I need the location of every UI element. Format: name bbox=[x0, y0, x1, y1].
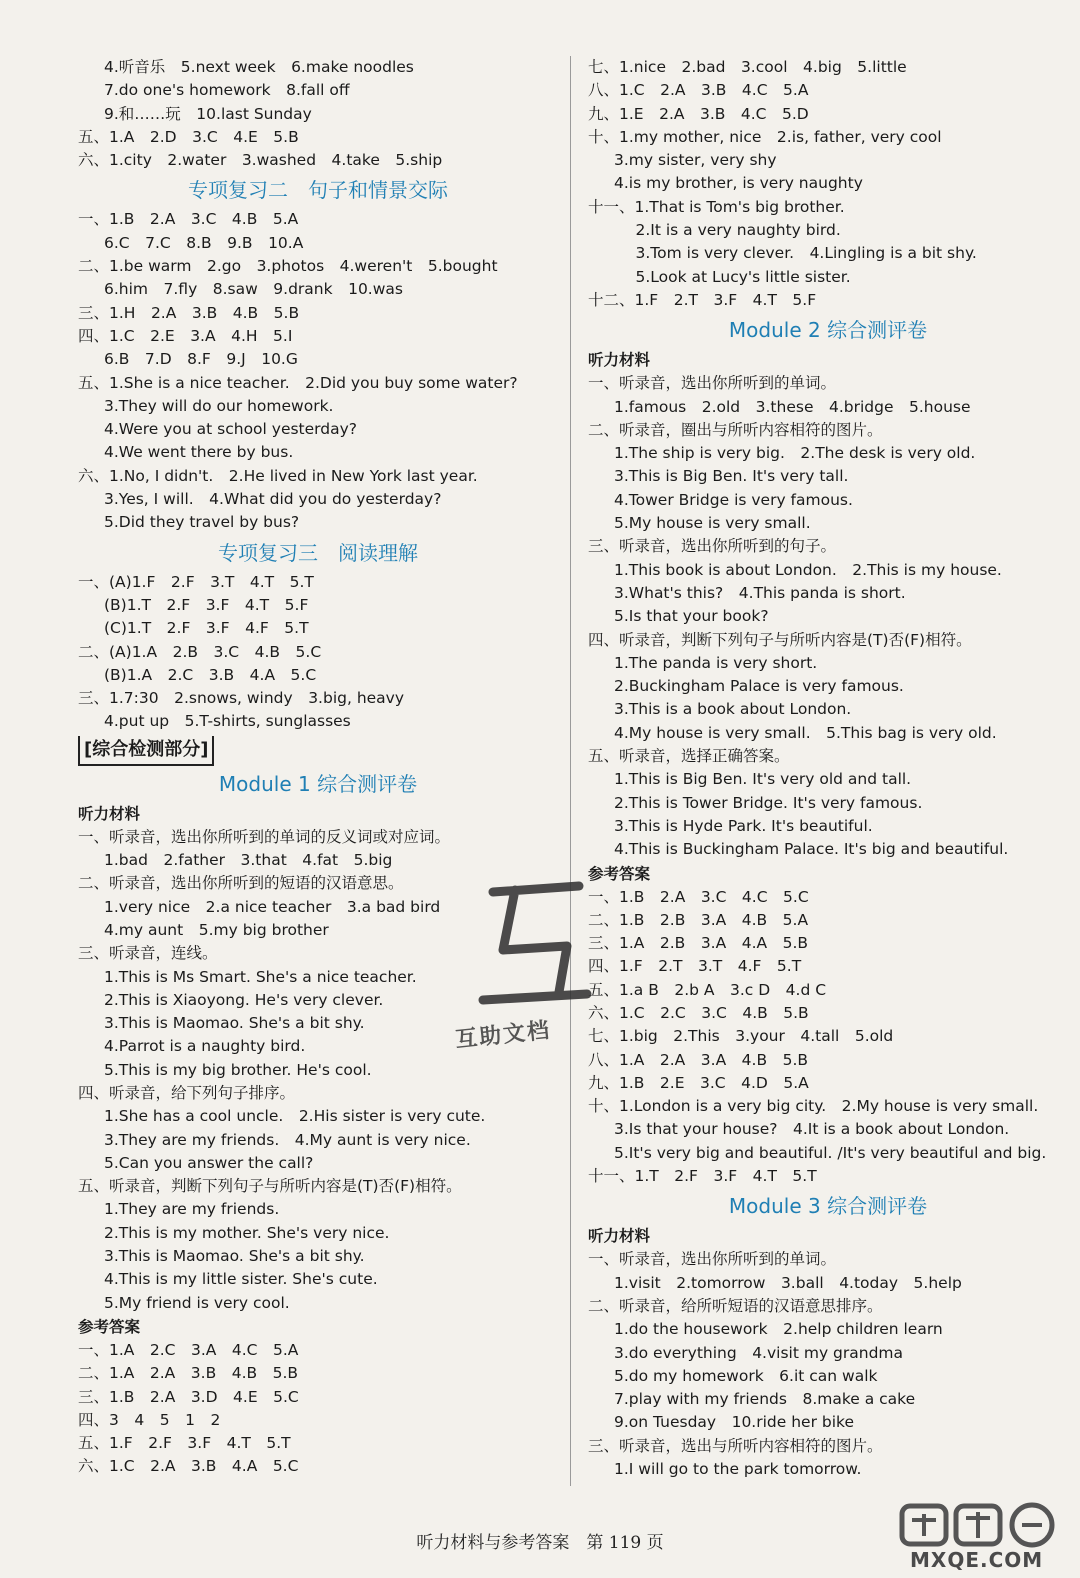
answer-line: 一、1.B 2.A 3.C 4.C 5.C bbox=[588, 887, 809, 906]
answer-line: 二、1.A 2.A 3.B 4.B 5.B bbox=[78, 1364, 299, 1383]
answer-line: 三、听录音，连线。 bbox=[78, 944, 218, 963]
answer-line: 三、1.B 2.A 3.D 4.E 5.C bbox=[78, 1387, 299, 1406]
answer-line: 1.The ship is very big. 2.The desk is very old. bbox=[614, 444, 976, 463]
answer-line: 一、1.A 2.C 3.A 4.C 5.A bbox=[78, 1340, 299, 1359]
answer-line: 4.My house is very small. 5.This bag is very old. bbox=[614, 723, 997, 742]
answer-line: 三、1.H 2.A 3.B 4.B 5.B bbox=[78, 303, 300, 322]
answer-line: (B)1.A 2.C 3.B 4.A 5.C bbox=[104, 665, 317, 684]
subsection-label: 参考答案 bbox=[78, 1317, 141, 1336]
answer-line: 二、听录音，选出你所听到的短语的汉语意思。 bbox=[78, 874, 404, 893]
answer-line: 1.visit 2.tomorrow 3.ball 4.today 5.help bbox=[614, 1273, 962, 1292]
answer-line: 六、1.city 2.water 3.washed 4.take 5.ship bbox=[78, 151, 443, 170]
subsection-label: 听力材料 bbox=[588, 351, 651, 370]
answer-line: 三、1.7:30 2.snows, windy 3.big, heavy bbox=[78, 689, 405, 708]
answer-line: 五、1.A 2.D 3.C 4.E 5.B bbox=[78, 127, 299, 146]
section-heading: 专项复习三 阅读理解 bbox=[218, 540, 418, 565]
answer-line: 2.This is my mother. She's very nice. bbox=[104, 1223, 390, 1242]
answer-line: 七、1.big 2.This 3.your 4.tall 5.old bbox=[588, 1027, 894, 1046]
section-heading: Module 1 综合测评卷 bbox=[218, 771, 418, 796]
part-title: [综合检测部分] bbox=[78, 736, 214, 766]
answer-line: 5.This is my big brother. He's cool. bbox=[104, 1060, 372, 1079]
answer-line: 十一、1.T 2.F 3.F 4.T 5.T bbox=[588, 1167, 817, 1186]
answer-line: 6.B 7.D 8.F 9.J 10.G bbox=[104, 350, 298, 369]
answer-line: 1.This book is about London. 2.This is my house. bbox=[614, 560, 1002, 579]
answer-line: 十、1.my mother, nice 2.is, father, very cool bbox=[588, 127, 942, 146]
answer-line: 十二、1.F 2.T 3.F 4.T 5.F bbox=[588, 290, 817, 309]
answer-line: 5.My friend is very cool. bbox=[104, 1293, 290, 1312]
answer-line: (B)1.T 2.F 3.F 4.T 5.F bbox=[104, 595, 309, 614]
answer-line: 1.I will go to the park tomorrow. bbox=[614, 1460, 862, 1479]
answer-line: 1.They are my friends. bbox=[104, 1200, 280, 1219]
watermark-text: 互助文档 bbox=[454, 1018, 553, 1053]
answer-line: 一、听录音，选出你所听到的单词。 bbox=[588, 374, 837, 393]
answer-line: 9.on Tuesday 10.ride her bike bbox=[614, 1413, 854, 1432]
answer-line: 3.They will do our homework. bbox=[104, 396, 334, 415]
answer-line: 五、1.She is a nice teacher. 2.Did you buy some water? bbox=[78, 373, 518, 392]
answer-line: 5.Look at Lucy's little sister. bbox=[620, 267, 851, 286]
answer-line: 4.This is Buckingham Palace. It's big and beautiful. bbox=[614, 840, 1009, 859]
answer-line: 3.This is Maomao. She's a bit shy. bbox=[104, 1247, 365, 1266]
answer-line: 4.This is my little sister. She's cute. bbox=[104, 1270, 378, 1289]
answer-line: 5.do my homework 6.it can walk bbox=[614, 1366, 878, 1385]
answer-line: 3.What's this? 4.This panda is short. bbox=[614, 583, 906, 602]
answer-line: 五、听录音，选择正确答案。 bbox=[588, 747, 790, 766]
answer-line: 七、1.nice 2.bad 3.cool 4.big 5.little bbox=[588, 58, 907, 76]
answer-line: 3.Tom is very clever. 4.Lingling is a bit shy. bbox=[620, 244, 977, 263]
answer-line: 1.do the housework 2.help children learn bbox=[614, 1320, 943, 1339]
answer-line: 一、(A)1.F 2.F 3.T 4.T 5.T bbox=[78, 572, 314, 591]
answer-line: 四、1.C 2.E 3.A 4.H 5.I bbox=[78, 326, 293, 345]
answer-line: 3.Yes, I will. 4.What did you do yesterday? bbox=[104, 490, 442, 509]
answer-line: 6.C 7.C 8.B 9.B 10.A bbox=[104, 233, 304, 252]
answer-line: 3.This is Maomao. She's a bit shy. bbox=[104, 1014, 365, 1033]
answer-line: 1.She has a cool uncle. 2.His sister is very cute. bbox=[104, 1107, 486, 1126]
answer-line: 一、听录音，选出你所听到的单词的反义词或对应词。 bbox=[78, 827, 451, 846]
site-logo bbox=[896, 1500, 1066, 1574]
answer-line: 二、(A)1.A 2.B 3.C 4.B 5.C bbox=[78, 642, 322, 661]
watermark-stamp bbox=[455, 880, 605, 1070]
answer-line: 5.Is that your book? bbox=[614, 607, 769, 626]
subsection-label: 参考答案 bbox=[588, 864, 651, 883]
answer-line: 5.Can you answer the call? bbox=[104, 1153, 314, 1172]
answer-line: 三、听录音，选出你所听到的句子。 bbox=[588, 537, 837, 556]
answer-line: 7.do one's homework 8.fall off bbox=[104, 81, 350, 100]
answer-line: 五、1.F 2.F 3.F 4.T 5.T bbox=[78, 1434, 291, 1453]
answer-line: 1.very nice 2.a nice teacher 3.a bad bird bbox=[104, 897, 441, 916]
subsection-label: 听力材料 bbox=[78, 804, 141, 823]
answer-line: 2.This is Tower Bridge. It's very famous. bbox=[614, 793, 923, 812]
answer-line: 1.This is Ms Smart. She's a nice teacher. bbox=[104, 967, 417, 986]
answer-line: 2.It is a very naughty bird. bbox=[620, 221, 841, 240]
answer-line: 9.和……玩 10.last Sunday bbox=[104, 104, 312, 123]
answer-line: 四、听录音，给下列句子排序。 bbox=[78, 1083, 296, 1102]
answer-line: (C)1.T 2.F 3.F 4.F 5.T bbox=[104, 619, 309, 638]
answer-line: 二、听录音，圈出与所听内容相符的图片。 bbox=[588, 420, 883, 439]
answer-line: 4.Were you at school yesterday? bbox=[104, 420, 358, 439]
answer-line: 4.Tower Bridge is very famous. bbox=[614, 490, 853, 509]
answer-line: 3.my sister, very shy bbox=[614, 151, 777, 170]
answer-line: 6.him 7.fly 8.saw 9.drank 10.was bbox=[104, 280, 403, 299]
answer-line: 3.This is a book about London. bbox=[614, 700, 852, 719]
answer-line: 二、1.B 2.B 3.A 4.B 5.A bbox=[588, 910, 809, 929]
answer-line: 7.play with my friends 8.make a cake bbox=[614, 1390, 916, 1409]
answer-line: 4.is my brother, is very naughty bbox=[614, 174, 863, 193]
answer-line: 一、听录音，选出你所听到的单词。 bbox=[588, 1250, 837, 1269]
answer-line: 4.Parrot is a naughty bird. bbox=[104, 1037, 306, 1056]
answer-line: 二、1.be warm 2.go 3.photos 4.weren't 5.bought bbox=[78, 257, 498, 276]
answer-line: 1.bad 2.father 3.that 4.fat 5.big bbox=[104, 851, 393, 870]
answer-line: 十一、1.That is Tom's big brother. bbox=[588, 197, 845, 216]
answer-line: 1.famous 2.old 3.these 4.bridge 5.house bbox=[614, 397, 971, 416]
answer-line: 3.This is Big Ben. It's very tall. bbox=[614, 467, 849, 486]
answer-line: 4.听音乐 5.next week 6.make noodles bbox=[104, 58, 414, 76]
right-column bbox=[588, 56, 1068, 1481]
answer-line: 2.This is Xiaoyong. He's very clever. bbox=[104, 990, 384, 1009]
part-title-wrapper bbox=[78, 734, 558, 766]
answer-line: 六、1.C 2.C 3.C 4.B 5.B bbox=[588, 1003, 809, 1022]
section-heading: Module 2 综合测评卷 bbox=[728, 318, 928, 343]
answer-line: 1.The panda is very short. bbox=[614, 653, 818, 672]
answer-line: 四、3 4 5 1 2 bbox=[78, 1410, 221, 1429]
subsection-label: 听力材料 bbox=[588, 1227, 651, 1246]
answer-line: 4.my aunt 5.my big brother bbox=[104, 920, 329, 939]
answer-line: 四、1.F 2.T 3.T 4.F 5.T bbox=[588, 957, 802, 976]
answer-line: 九、1.E 2.A 3.B 4.C 5.D bbox=[588, 104, 809, 123]
answer-line: 六、1.C 2.A 3.B 4.A 5.C bbox=[78, 1457, 299, 1476]
answer-line: 三、1.A 2.B 3.A 4.A 5.B bbox=[588, 934, 809, 953]
answer-line: 六、1.No, I didn't. 2.He lived in New York last year. bbox=[78, 466, 478, 485]
answer-line: 二、听录音，给所听短语的汉语意思排序。 bbox=[588, 1296, 883, 1315]
answer-line: 九、1.B 2.E 3.C 4.D 5.A bbox=[588, 1073, 809, 1092]
answer-line: 十、1.London is a very big city. 2.My house is very small. bbox=[588, 1097, 1039, 1116]
answer-line: 八、1.A 2.A 3.A 4.B 5.B bbox=[588, 1050, 809, 1069]
answer-line: 四、听录音，判断下列句子与所听内容是(T)否(F)相符。 bbox=[588, 630, 972, 649]
answer-line: 八、1.C 2.A 3.B 4.C 5.A bbox=[588, 81, 809, 100]
logo-glyph-icon bbox=[896, 1500, 1066, 1550]
answer-line: 五、听录音，判断下列句子与所听内容是(T)否(F)相符。 bbox=[78, 1177, 462, 1196]
answer-line: 5.It's very big and beautiful. /It's very beautiful and big. bbox=[614, 1143, 1047, 1162]
answer-line: 五、1.a B 2.b A 3.c D 4.d C bbox=[588, 980, 827, 999]
answer-line: 3.They are my friends. 4.My aunt is very nice. bbox=[104, 1130, 471, 1149]
section-heading: Module 3 综合测评卷 bbox=[728, 1194, 928, 1219]
left-column bbox=[78, 56, 558, 1479]
section-heading: 专项复习二 句子和情景交际 bbox=[188, 178, 448, 203]
page-footer: 听力材料与参考答案 第 119 页 bbox=[416, 1533, 664, 1553]
answer-line: 1.This is Big Ben. It's very old and tall. bbox=[614, 770, 912, 789]
answer-line: 5.My house is very small. bbox=[614, 514, 811, 533]
logo-url: MXQE.COM bbox=[910, 1548, 1044, 1572]
answer-line: 三、听录音，选出与所听内容相符的图片。 bbox=[588, 1436, 883, 1455]
answer-line: 5.Did they travel by bus? bbox=[104, 513, 300, 532]
answer-line: 2.Buckingham Palace is very famous. bbox=[614, 677, 904, 696]
column-divider bbox=[570, 56, 571, 1486]
answer-line: 一、1.B 2.A 3.C 4.B 5.A bbox=[78, 210, 299, 229]
answer-line: 3.Is that your house? 4.It is a book about London. bbox=[614, 1120, 1010, 1139]
answer-line: 3.do everything 4.visit my grandma bbox=[614, 1343, 904, 1362]
answer-line: 3.This is Hyde Park. It's beautiful. bbox=[614, 816, 873, 835]
answer-line: 4.We went there by bus. bbox=[104, 443, 294, 462]
answer-line: 4.put up 5.T-shirts, sunglasses bbox=[104, 712, 351, 731]
watermark-glyph-icon bbox=[475, 880, 595, 1010]
